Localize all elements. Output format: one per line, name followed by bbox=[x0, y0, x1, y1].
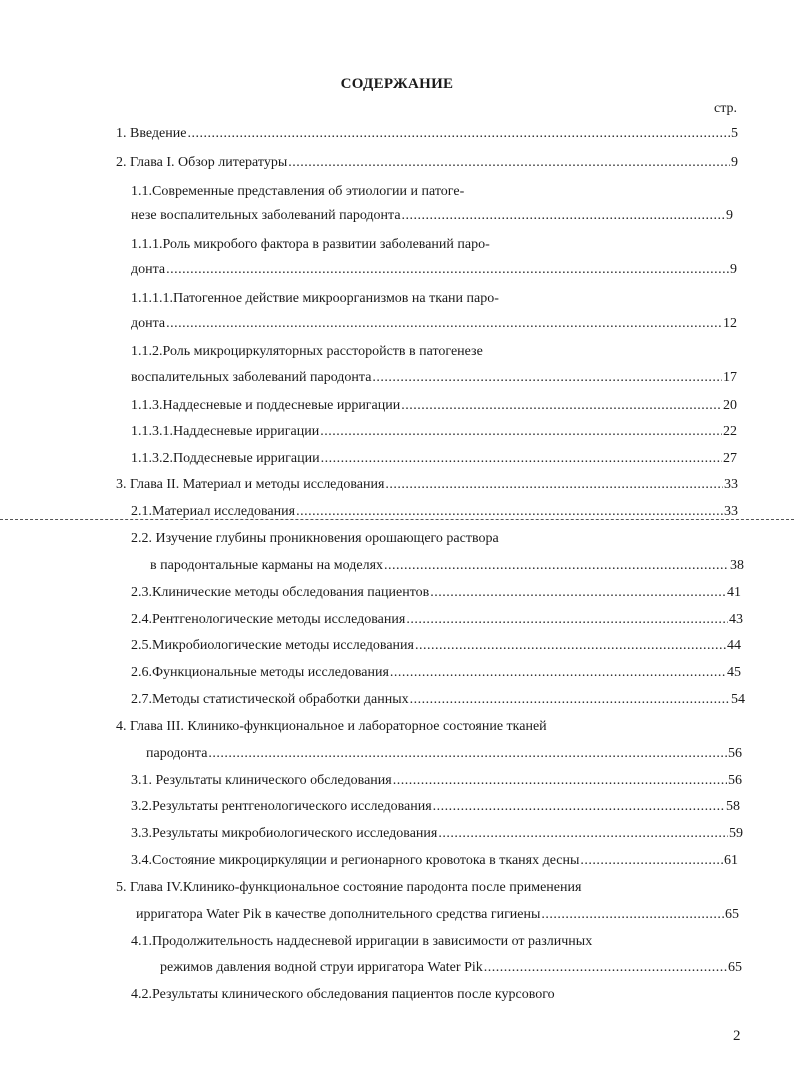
toc-entry: воспалительных заболеваний пародонта ..... 17 bbox=[131, 369, 737, 387]
toc-entry: 2.5.Микробиологические методы исследования ..... 44 bbox=[131, 637, 741, 655]
page-title: СОДЕРЖАНИЕ bbox=[340, 76, 454, 92]
toc-entry: 2.1.Материал исследования ..... 33 bbox=[131, 503, 738, 521]
toc-entry: пародонта ..... 56 bbox=[146, 745, 742, 763]
toc-entry: 4.1.Продолжительность наддесневой ирригации в зависимости от различных bbox=[131, 934, 593, 949]
toc-entry: 2.7.Методы статистической обработки данных ..... 54 bbox=[131, 691, 745, 709]
toc-entry: 1.1.3.2.Поддесневые ирригации ..... 27 bbox=[131, 450, 737, 468]
toc-entry: 2.6.Функциональные методы исследования ..... 45 bbox=[131, 664, 741, 682]
page-number: 2 bbox=[733, 1028, 741, 1044]
toc-entry: 2.2. Изучение глубины проникновения орошающего раствора bbox=[131, 531, 499, 546]
toc-entry: 2.3.Клинические методы обследования пациентов ..... 41 bbox=[131, 584, 741, 602]
toc-entry: 2. Глава I. Обзор литературы ..... 9 bbox=[116, 154, 738, 172]
toc-entry: 4. Глава III. Клинико-функциональное и лабораторное состояние тканей bbox=[116, 719, 547, 734]
toc-entry: донта ..... 12 bbox=[131, 315, 737, 333]
toc-entry: 1.1.Современные представления об этиологии и патоге- bbox=[131, 184, 465, 199]
toc-entry: 3.2.Результаты рентгенологического исследования ..... 58 bbox=[131, 798, 740, 816]
toc-entry: 5. Глава IV.Клинико-функциональное состояние пародонта после применения bbox=[116, 880, 582, 895]
toc-entry: незе воспалительных заболеваний пародонта ..... 9 bbox=[131, 207, 733, 225]
page-column-label: стр. bbox=[713, 101, 737, 116]
toc-entry: 1.1.1.Роль микробого фактора в развитии заболеваний паро- bbox=[131, 237, 490, 252]
toc-entry: 1.1.3.1.Наддесневые ирригации ..... 22 bbox=[131, 423, 737, 441]
toc-entry: 1.1.2.Роль микроциркуляторных рассторойств в патогенезе bbox=[131, 344, 483, 359]
toc-entry: 3.4.Состояние микроциркуляции и регионарного кровотока в тканях десны ..... 61 bbox=[131, 852, 738, 870]
toc-entry: донта ..... 9 bbox=[131, 261, 737, 279]
toc-entry: 3.1. Результаты клинического обследования ..... 56 bbox=[131, 772, 742, 790]
toc-entry: 1.1.3.Наддесневые и поддесневые ирригации ..... 20 bbox=[131, 397, 737, 415]
toc-entry: 3. Глава II. Материал и методы исследования ..... 33 bbox=[116, 476, 738, 494]
toc-entry: ирригатора Water Pik в качестве дополнительного средства гигиены ..... 65 bbox=[136, 906, 739, 924]
toc-entry: режимов давления водной струи ирригатора Water Pik ..... 65 bbox=[160, 959, 742, 977]
toc-entry: 2.4.Рентгенологические методы исследования ..... 43 bbox=[131, 611, 743, 629]
toc-entry: 1. Введение ..... 5 bbox=[116, 125, 738, 143]
toc-entry: в пародонтальные карманы на моделях ..... 38 bbox=[150, 557, 744, 575]
toc-entry: 3.3.Результаты микробиологического исследования ..... 59 bbox=[131, 825, 743, 843]
toc-entry: 4.2.Результаты клинического обследования пациентов после курсового bbox=[131, 987, 555, 1002]
toc-entry: 1.1.1.1.Патогенное действие микроорганизмов на ткани паро- bbox=[131, 291, 499, 306]
